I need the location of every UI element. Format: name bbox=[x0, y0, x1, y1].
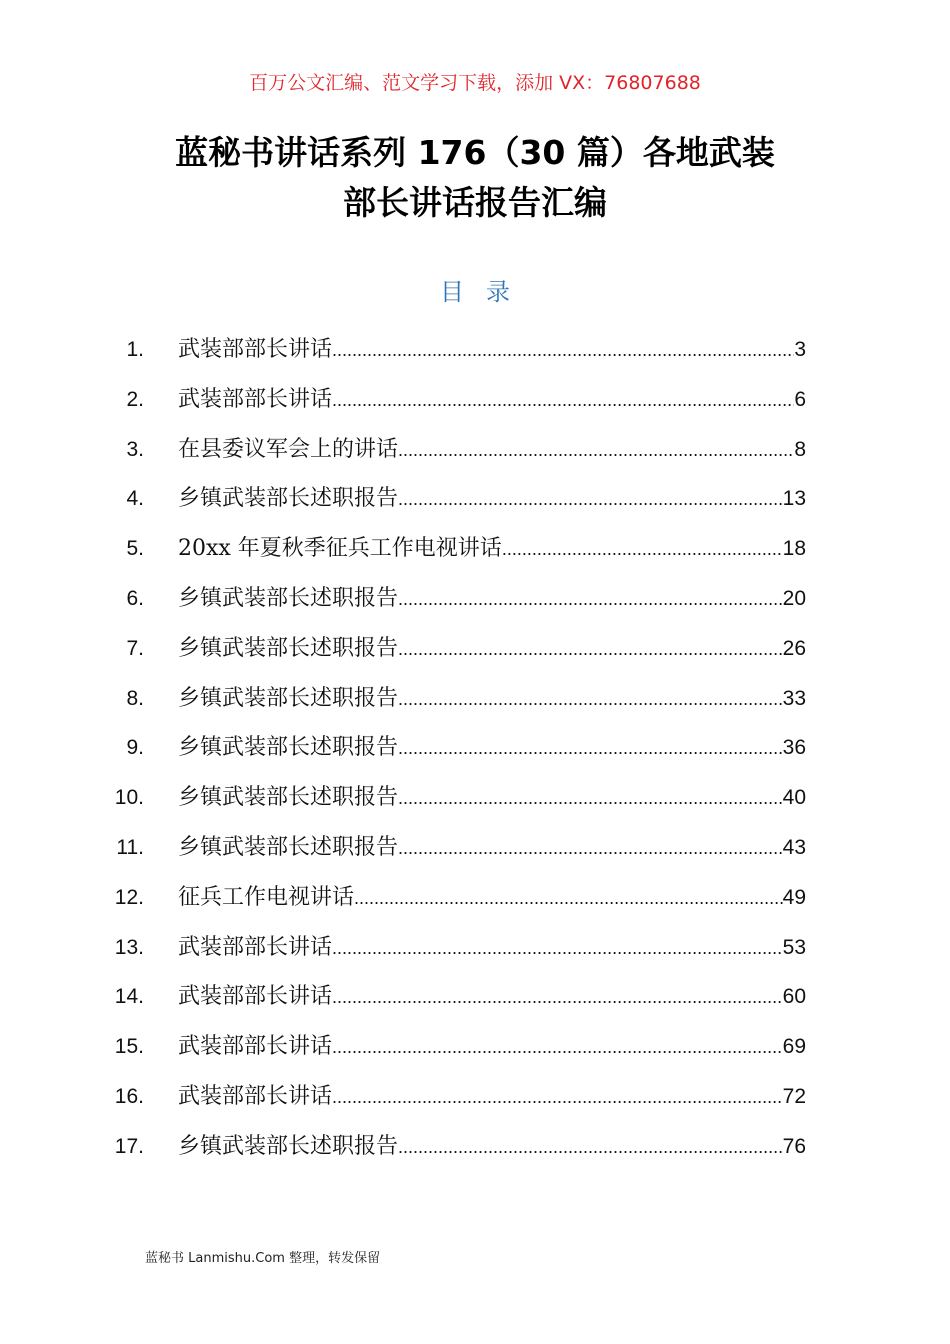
toc-entry-page: 53 bbox=[782, 935, 806, 959]
title-line-1: 蓝秘书讲话系列 176（30 篇）各地武装 bbox=[175, 133, 775, 172]
toc-entry-number: 11. bbox=[116, 835, 144, 859]
toc-entry-page: 36 bbox=[782, 736, 806, 760]
toc-entry-title: 武装部部长讲话 bbox=[178, 1034, 333, 1060]
toc-entry-page: 60 bbox=[782, 985, 806, 1009]
toc-entry-number: 3. bbox=[126, 437, 144, 461]
toc-entry[interactable] bbox=[100, 1129, 806, 1179]
toc-entry-number: 17. bbox=[114, 1134, 144, 1158]
toc-entry[interactable] bbox=[100, 930, 806, 980]
toc-entry-title: 武装部部长讲话 bbox=[178, 386, 333, 412]
toc-entry[interactable] bbox=[100, 1029, 806, 1079]
toc-entry[interactable] bbox=[100, 631, 806, 681]
toc-leader-dots bbox=[332, 390, 794, 411]
toc-leader-dots bbox=[398, 589, 783, 610]
toc-leader-dots bbox=[502, 539, 783, 560]
title-line-2: 部长讲话报告汇编 bbox=[343, 183, 607, 222]
toc-entry-page: 72 bbox=[782, 1084, 806, 1108]
toc-leader-dots bbox=[398, 788, 783, 809]
toc-entry[interactable] bbox=[100, 481, 806, 531]
toc-entry-number: 4. bbox=[126, 487, 144, 511]
toc-entry-number: 13. bbox=[114, 935, 144, 959]
toc-entry-number: 9. bbox=[126, 736, 144, 760]
toc-entry-title: 乡镇武装部长述职报告 bbox=[178, 735, 399, 761]
toc-entry-page: 33 bbox=[782, 686, 806, 710]
toc-entry[interactable] bbox=[100, 979, 806, 1029]
toc-entry-title: 乡镇武装部长述职报告 bbox=[178, 785, 399, 811]
toc-leader-dots bbox=[398, 440, 794, 461]
toc-entry-page: 20 bbox=[782, 586, 806, 610]
toc-entry-number: 16. bbox=[114, 1084, 144, 1108]
toc-leader-dots bbox=[398, 689, 783, 710]
toc-entry[interactable] bbox=[100, 780, 806, 830]
toc-entry-number: 10. bbox=[114, 786, 144, 810]
toc-leader-dots bbox=[398, 838, 783, 859]
toc-entry-page: 18 bbox=[782, 537, 806, 561]
toc-entry-number: 14. bbox=[114, 985, 144, 1009]
toc-entry-page: 76 bbox=[782, 1134, 806, 1158]
toc-entry-title: 在县委议军会上的讲话 bbox=[178, 436, 399, 462]
toc-entry-page: 40 bbox=[782, 786, 806, 810]
toc-leader-dots bbox=[332, 1087, 783, 1108]
toc-entry-number: 15. bbox=[114, 1035, 144, 1059]
footer-note: 蓝秘书 Lanmishu.Com 整理，转发保留 bbox=[145, 1251, 381, 1266]
toc-entry-page: 6 bbox=[794, 387, 806, 411]
toc-entry-title: 征兵工作电视讲话 bbox=[178, 884, 355, 910]
toc-leader-dots bbox=[332, 938, 783, 959]
toc-entry-page: 13 bbox=[782, 487, 806, 511]
toc-entry-number: 1. bbox=[126, 338, 144, 361]
toc-entry-page: 8 bbox=[794, 437, 806, 461]
toc-entry-page: 3 bbox=[794, 338, 806, 361]
toc-entry-title: 武装部部长讲话 bbox=[178, 984, 333, 1010]
toc-entry[interactable] bbox=[100, 531, 806, 581]
toc-leader-dots bbox=[332, 1037, 783, 1058]
toc-entry-title: 乡镇武装部长述职报告 bbox=[178, 585, 399, 611]
toc-leader-dots bbox=[354, 888, 783, 909]
toc-entry-title: 乡镇武装部长述职报告 bbox=[178, 1133, 399, 1159]
toc-entry-title: 乡镇武装部长述职报告 bbox=[178, 635, 399, 661]
toc-entry-title: 乡镇武装部长述职报告 bbox=[178, 486, 399, 512]
toc-entry[interactable] bbox=[100, 382, 806, 432]
toc-entry-page: 43 bbox=[782, 835, 806, 859]
toc-heading: 目录 bbox=[440, 278, 532, 306]
toc-entry-title: 乡镇武装部长述职报告 bbox=[178, 685, 399, 711]
toc-leader-dots bbox=[398, 489, 783, 510]
toc-leader-dots bbox=[332, 987, 783, 1008]
toc-leader-dots bbox=[398, 1137, 783, 1158]
document-title bbox=[0, 128, 950, 228]
toc-entry-number: 12. bbox=[114, 885, 144, 909]
toc-entry[interactable] bbox=[100, 1079, 806, 1129]
toc-entry[interactable] bbox=[100, 880, 806, 930]
toc-entry-number: 5. bbox=[126, 537, 144, 561]
toc-leader-dots bbox=[398, 639, 783, 660]
toc-entry[interactable] bbox=[100, 830, 806, 880]
promo-banner: 百万公文汇编、范文学习下载，添加 VX：76807688 bbox=[249, 72, 701, 94]
toc-entry[interactable] bbox=[100, 581, 806, 631]
toc-entry[interactable] bbox=[100, 681, 806, 731]
toc-leader-dots bbox=[332, 340, 794, 361]
toc-leader-dots bbox=[398, 738, 783, 759]
toc-entry[interactable] bbox=[100, 432, 806, 482]
toc-entry-number: 6. bbox=[126, 586, 144, 610]
toc-entry[interactable] bbox=[100, 332, 806, 382]
toc-entry-number: 7. bbox=[126, 636, 144, 660]
toc-entry-title: 武装部部长讲话 bbox=[178, 1083, 333, 1109]
toc-entry-page: 49 bbox=[782, 885, 806, 909]
toc-entry-number: 2. bbox=[126, 387, 144, 411]
toc-entry[interactable] bbox=[100, 730, 806, 780]
table-of-contents bbox=[100, 332, 806, 1179]
toc-entry-title: 武装部部长讲话 bbox=[178, 934, 333, 960]
toc-entry-page: 69 bbox=[782, 1035, 806, 1059]
toc-entry-title: 20xx 年夏秋季征兵工作电视讲话 bbox=[178, 536, 502, 562]
toc-entry-number: 8. bbox=[126, 686, 144, 710]
toc-entry-title: 武装部部长讲话 bbox=[178, 337, 333, 362]
toc-entry-title: 乡镇武装部长述职报告 bbox=[178, 834, 399, 860]
toc-entry-page: 26 bbox=[782, 636, 806, 660]
